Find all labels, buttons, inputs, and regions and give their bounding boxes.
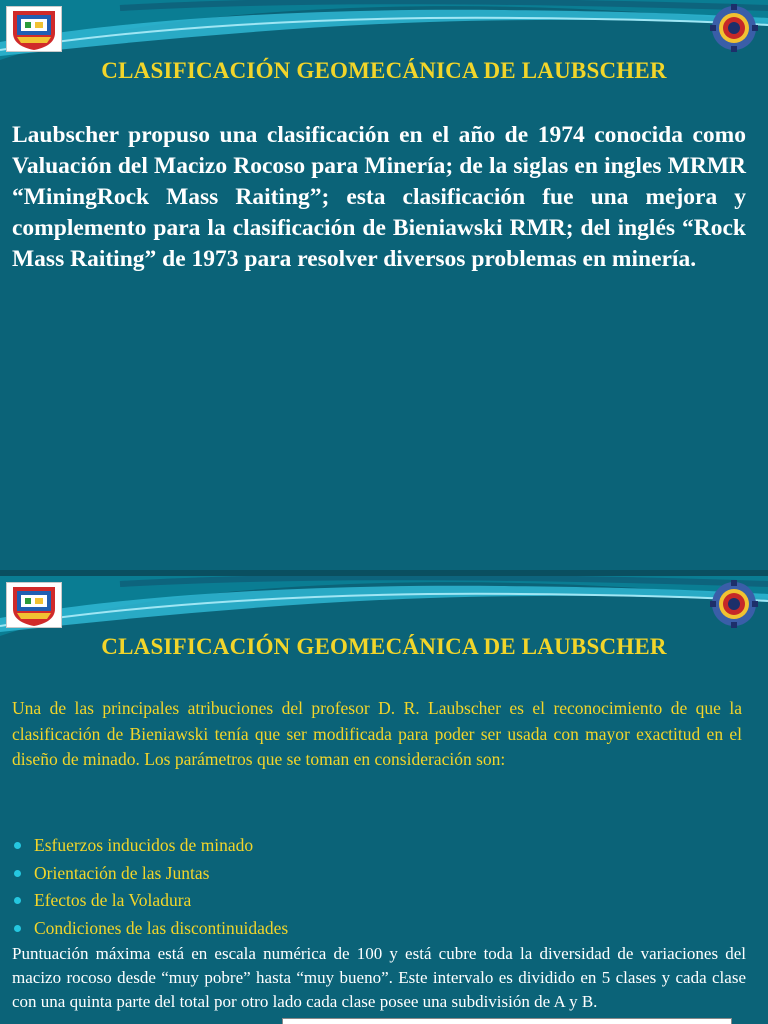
list-item [12, 887, 288, 915]
header-wave-decoration [0, 0, 768, 60]
bullet-dot-icon [14, 842, 21, 849]
list-item [12, 915, 288, 943]
list-item-label: Esfuerzos inducidos de minado [34, 835, 254, 855]
intro-paragraph: Una de las principales atribuciones del profesor D. R. Laubscher es el reconocimiento de que la clasificación de Bieniawski tenía que ser modificada para poder ser usada con mayor exactitud en el diseño de minado. Los parámetros que se toman en consideración son: [12, 698, 742, 769]
bullet-dot-icon [14, 897, 21, 904]
slide-title: CLASIFICACIÓN GEOMECÁNICA DE LAUBSCHER [101, 634, 667, 659]
university-crest-icon [6, 6, 62, 52]
classification-table-preview [282, 1018, 732, 1024]
gear-emblem-icon [706, 580, 762, 628]
slide-title: CLASIFICACIÓN GEOMECÁNICA DE LAUBSCHER [101, 58, 667, 83]
list-item-label: Orientación de las Juntas [34, 862, 210, 883]
list-item [12, 832, 288, 860]
list-item [12, 860, 288, 888]
slide-2 [0, 576, 768, 1024]
list-item-label: Efectos de la Voladura [34, 890, 192, 910]
bullet-dot-icon [14, 870, 21, 877]
parameter-list [12, 832, 288, 942]
slide-paragraph: Laubscher propuso una clasificación en el año de 1974 conocida como Valuación del Macizo Rocoso para Minería; de la siglas en ingles MRMR “MiningRock Mass Raiting”; esta clasificación fue una mejora y complemento para la clasificación de Bieniawski RMR; del inglés “Rock Mass Raiting” de 1973 para resolver diversos problemas en minería. [12, 122, 746, 272]
list-item-label: Condiciones de las discontinuidades [34, 917, 289, 938]
closing-paragraph: Puntuación máxima está en escala numérica de 100 y está cubre toda la diversidad de variaciones del macizo rocoso desde “muy pobre” hasta “muy bueno”. Este intervalo es dividido en 5 clases y cada clase con una quinta parte del total por otro lado cada clase posee una subdivisión de A y B. [12, 944, 746, 1011]
bullet-dot-icon [14, 925, 21, 932]
gear-emblem-icon [706, 4, 762, 52]
header-wave-decoration [0, 576, 768, 636]
university-crest-icon [6, 582, 62, 628]
